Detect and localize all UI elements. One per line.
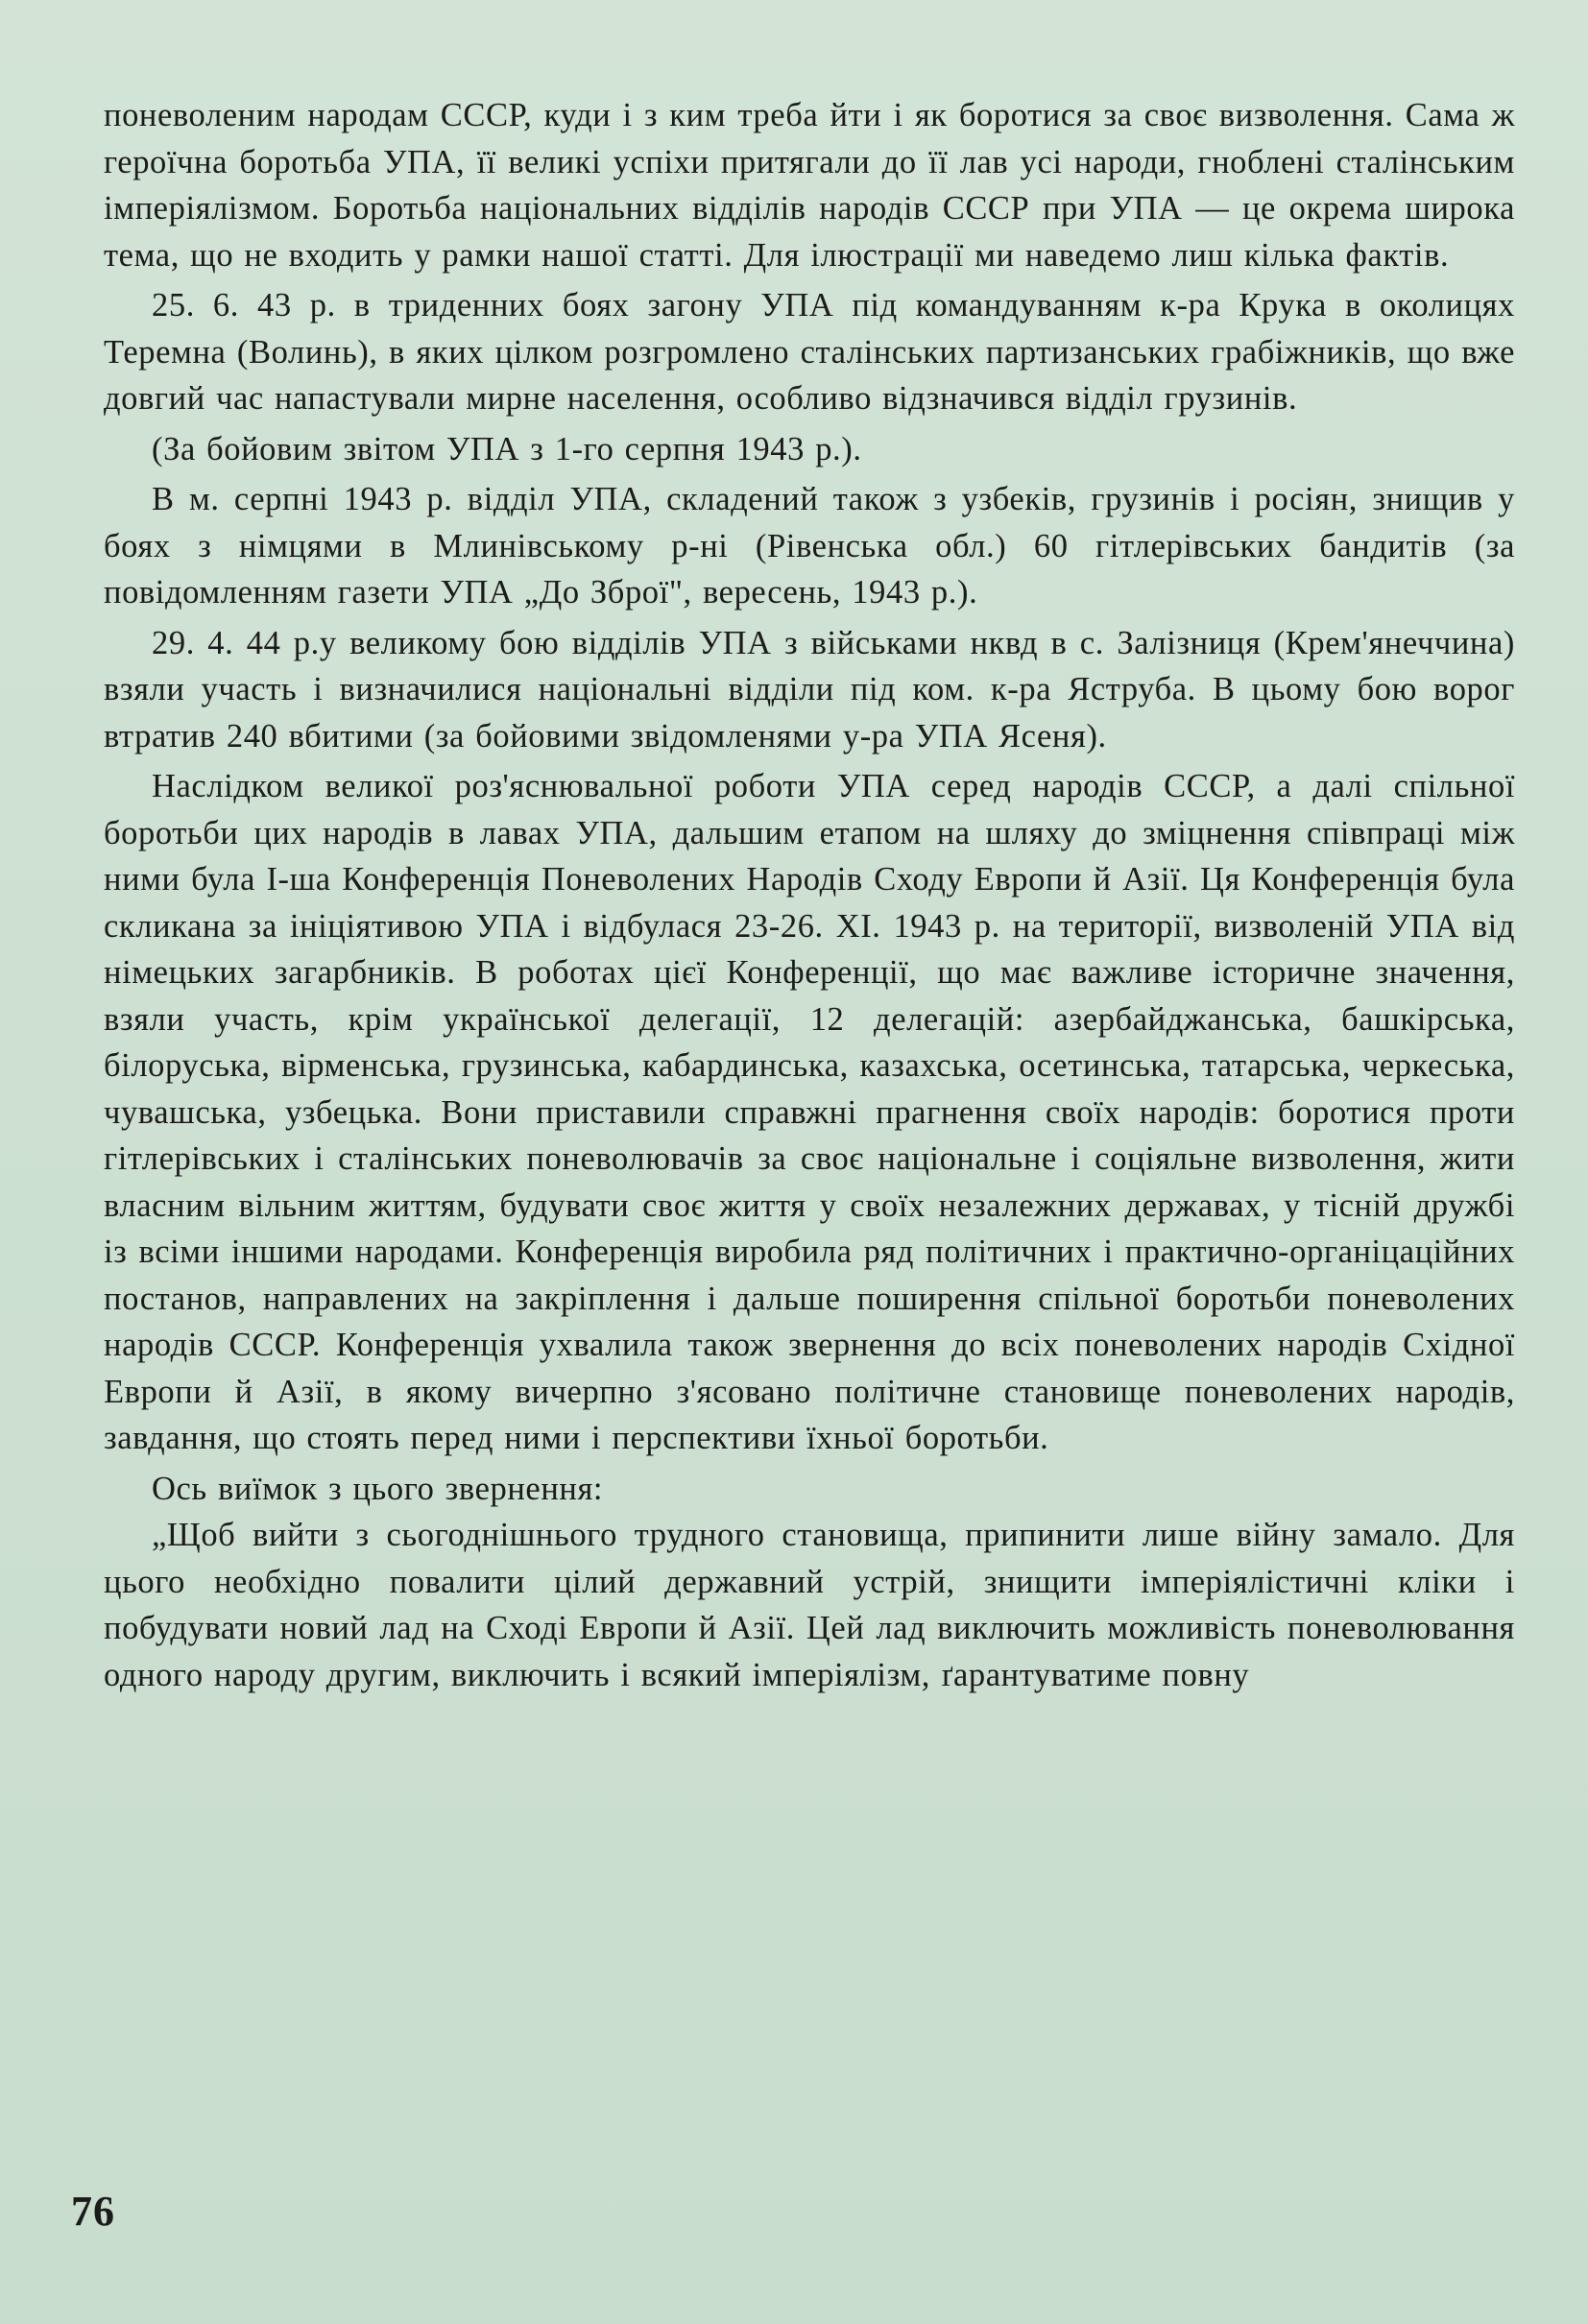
paragraph: 29. 4. 44 р.у великому бою відділів УПА з військами нквд в с. Залізниця (Крем'янеччина) взяли участь і визначилися національні відділи під ком. к-ра Яструба. В цьому бою ворог втратив 240 вбитими (за бойовими звідомленями у-ра УПА Ясеня). <box>104 624 1515 755</box>
page-number: 76 <box>71 2188 115 2235</box>
paragraph: Ось виїмок з цього звернення: <box>152 1470 604 1507</box>
paragraph: Наслідком великої роз'яснювальної роботи УПА серед народів СССР, а далі спільної боротьби цих народів в лавах УПА, дальшим етапом на шляху до зміцнення співпраці між ними була І-ша Конференція Поневолених Народів Сходу Европи й Азії. Ця Конференція була скликана за ініціятивою УПА і відбулася 23-26. XI. 1943 р. на території, визволеній УПА від німецьких загарбників. В роботах цієї Конференції, що має важливе історичне значення, взяли участь, крім української делегації, 12 делегацій: азербайджанська, башкірська, білоруська, вірменська, грузинська, кабардинська, казахська, осетинська, татарська, черкеська, чувашська, узбецька. Вони приставили справжні прагнення своїх народів: боротися проти гітлерівських і сталінських поневолювачів за своє національне і соціяльне визволення, жити власним вільним життям, будувати своє життя у своїх незалежних державах, у тісній дружбі із всіми іншими народами. Конференція виробила ряд політичних і практично-органіцаційних постанов, направлених на закріплення і дальше поширення спільної боротьби поневолених народів СССР. Конференція ухвалила також звернення до всіх поневолених народів Східної Европи й Азії, в якому вичерпно з'ясовано політичне становище поневолених народів, завдання, що стоять перед ними і перспективи їхньої боротьби. <box>104 768 1515 1456</box>
paragraph: (За бойовим звітом УПА з 1-го серпня 1943 р.). <box>152 430 862 467</box>
paragraph: поневоленим народам СССР, куди і з ким треба йти і як боротися за своє визволення. Сама ж героїчна боротьба УПА, її великі успіхи притягали до її лав усі народи, гноблені сталінським імперіялізмом. Боротьба національних відділів народів СССР при УПА — це окрема широка тема, що не входить у рамки нашої статті. Для ілюстрації ми наведемо лиш кілька фактів. <box>104 97 1515 274</box>
quote-paragraph: „Щоб вийти з сьогоднішнього трудного становища, припинити лише війну замало. Для цього необхідно повалити цілий державний устрій, знищити імперіялістичні кліки і побудувати новий лад на Сході Европи й Азії. Цей лад виключить можливість поневолювання одного народу другим, виключить і всякий імперіялізм, ґарантуватиме повну <box>104 1517 1515 1693</box>
body-text <box>104 92 1515 1698</box>
paragraph: 25. 6. 43 р. в триденних боях загону УПА під командуванням к-ра Крука в околицях Теремна (Волинь), в яких цілком розгромлено сталінських партизанських грабіжників, що вже довгий час напастували мирне населення, особливо відзначився відділ грузинів. <box>104 287 1515 417</box>
paragraph: В м. серпні 1943 р. відділ УПА, складений також з узбеків, грузинів і росіян, знищив у боях з німцями в Млинівському р-ні (Рівенська обл.) 60 гітлерівських бандитів (за повідомленням газети УПА „До Зброї", вересень, 1943 р.). <box>104 481 1515 611</box>
